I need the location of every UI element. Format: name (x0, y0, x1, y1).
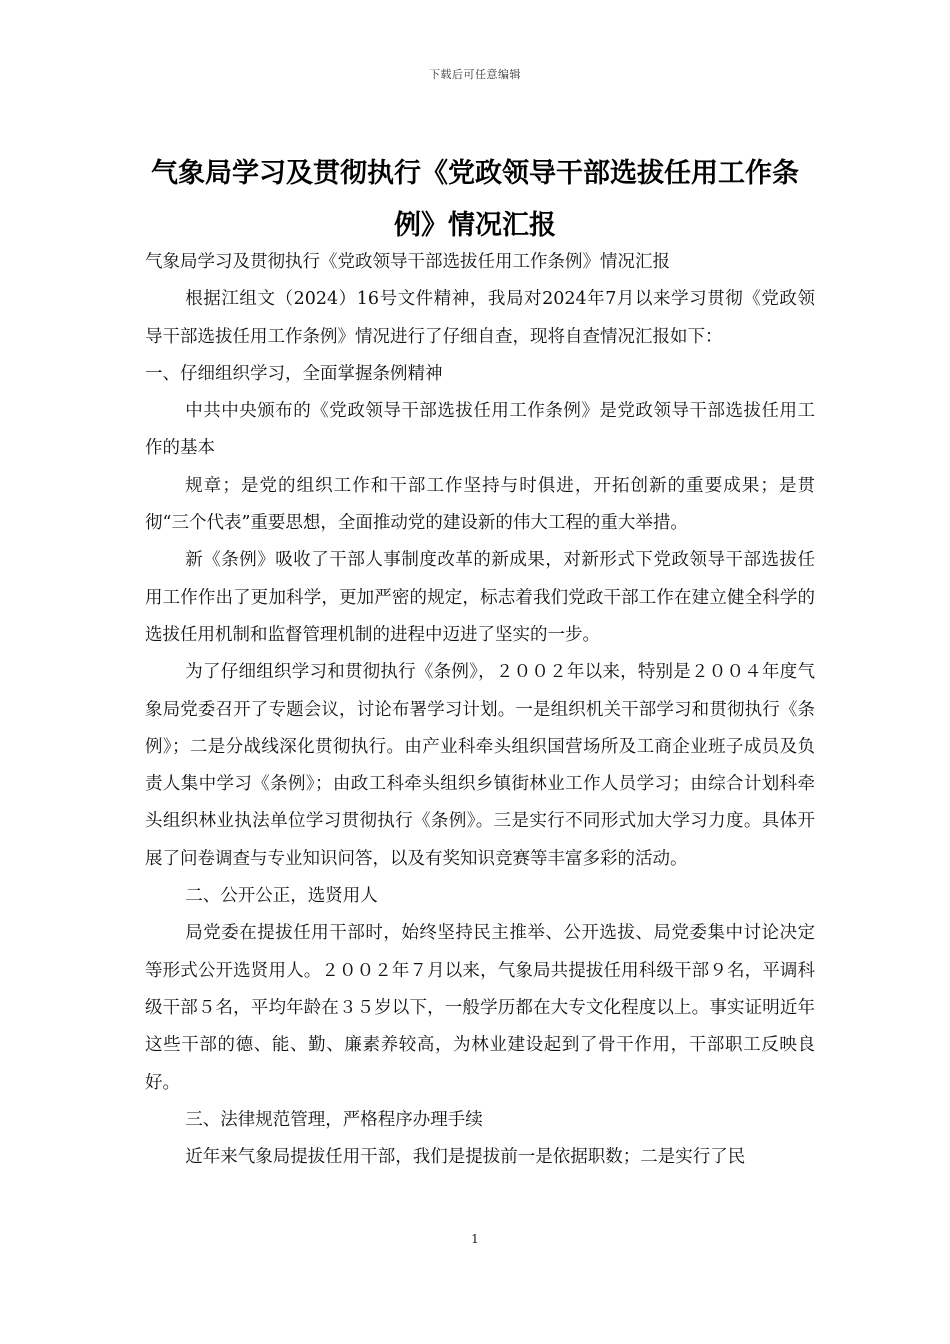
paragraph: 中共中央颁布的《党政领导干部选拔任用工作条例》是党政领导干部选拔任用工作的基本 (145, 401, 815, 459)
document-body (145, 244, 815, 1176)
header-note: 下载后可任意编辑 (429, 68, 521, 81)
document-title (140, 148, 810, 252)
title-line-2: 例》情况汇报 (394, 210, 556, 241)
paragraph: 近年来气象局提拔任用干部，我们是提拔前一是依据职数；二是实行了民 (185, 1147, 746, 1168)
section-heading-2: 二、公开公正，选贤用人 (185, 886, 378, 907)
paragraph: 新《条例》吸收了干部人事制度改革的新成果，对新形式下党政领导干部选拔任用工作作出了更加科学，更加严密的规定，标志着我们党政干部工作在建立健全科学的选拔任用机制和监督管理机制的进程中迈进了坚实的一步。 (145, 550, 815, 645)
paragraph: 局党委在提拔任用干部时，始终坚持民主推举、公开选拔、局党委集中讨论决定等形式公开选贤用人。２００２年７月以来，气象局共提拔任用科级干部９名，平调科级干部５名，平均年龄在３５岁以下，一般学历都在大专文化程度以上。事实证明近年这些干部的德、能、勤、廉素养较高，为林业建设起到了骨干作用，干部职工反映良好。 (145, 923, 815, 1093)
title-line-1: 气象局学习及贯彻执行《党政领导干部选拔任用工作条 (151, 158, 799, 189)
paragraph-intro: 根据江组文（2024）16号文件精神，我局对2024年7月以来学习贯彻《党政领导干部选拔任用工作条例》情况进行了仔细自查，现将自查情况汇报如下： (145, 289, 815, 347)
paragraph: 规章；是党的组织工作和干部工作坚持与时俱进，开拓创新的重要成果；是贯彻“三个代表”重要思想，全面推动党的建设新的伟大工程的重大举措。 (145, 475, 815, 534)
section-heading-1: 一、仔细组织学习，全面掌握条例精神 (145, 363, 443, 384)
page-number: 1 (471, 1232, 479, 1246)
paragraph-subtitle: 气象局学习及贯彻执行《党政领导干部选拔任用工作条例》情况汇报 (145, 252, 670, 272)
paragraph: 为了仔细组织学习和贯彻执行《条例》，２００２年以来，特别是２００４年度气象局党委召开了专题会议，讨论布署学习计划。一是组织机关干部学习和贯彻执行《条例》；二是分战线深化贯彻执行。由产业科牵头组织国营场所及工商企业班子成员及负责人集中学习《条例》；由政工科牵头组织乡镇街林业工作人员学习；由综合计划科牵头组织林业执法单位学习贯彻执行《条例》。三是实行不同形式加大学习力度。具体开展了问卷调查与专业知识问答，以及有奖知识竞赛等丰富多彩的活动。 (145, 662, 815, 869)
section-heading-3: 三、法律规范管理，严格程序办理手续 (185, 1109, 483, 1130)
